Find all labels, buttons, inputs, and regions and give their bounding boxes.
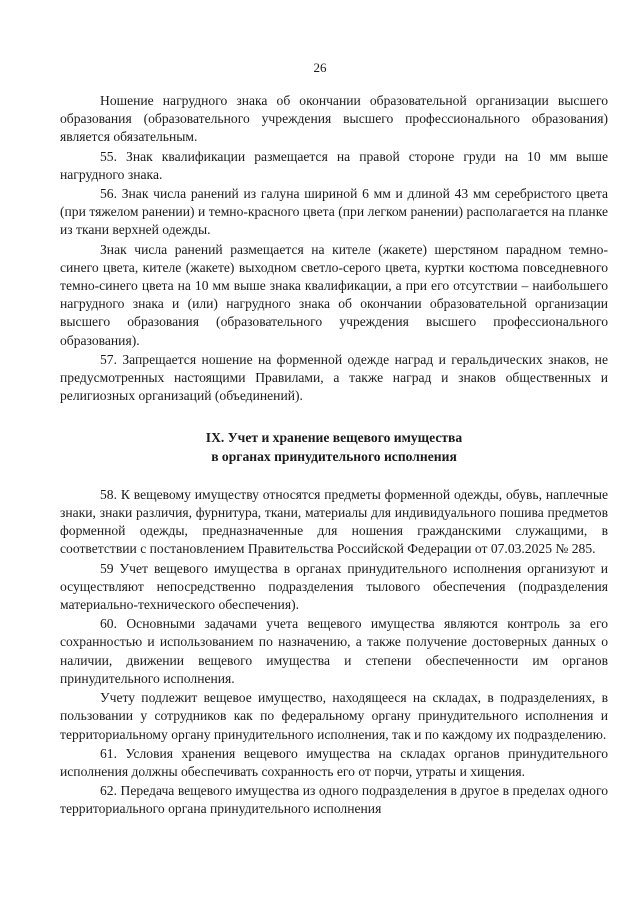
paragraph: 62. Передача вещевого имущества из одного подразделения в другое в пределах одного территориального органа принудительного исполнения [60,783,608,817]
section-heading [60,429,608,465]
section-heading-line-1: IX. Учет и хранение вещевого имущества [205,430,463,446]
paragraph: 58. К вещевому имуществу относятся предметы форменной одежды, обувь, наплечные знаки, знаки различия, фурнитура, ткани, материалы для индивидуального пошива предметов форменной одежды, предназначенные для ношения гражданскими служащими, в соответствии с постановлением Правительства Российской Федерации от 07.03.2025 № 285. [60,486,608,557]
page-number: 26 [313,60,327,75]
paragraph: 61. Условия хранения вещевого имущества на складах органов принудительного исполнения должны обеспечивать сохранность его от порчи, утраты и хищения. [60,745,608,779]
paragraph: 56. Знак числа ранений из галуна шириной 6 мм и длиной 43 мм серебристого цвета (при тяжелом ранении) и темно-красного цвета (при легком ранении) располагается на планке из ткани верхней одежды. [60,186,608,238]
document-body [60,92,608,819]
paragraph: 59 Учет вещевого имущества в органах принудительного исполнения организуют и осуществляют непосредственно подразделения тылового обеспечения (подразделения материально-технического обеспечения). [60,560,608,613]
paragraph: Учету подлежит вещевое имущество, находящееся на складах, в подразделениях, в пользовании у сотрудников как по федеральному органу принудительного исполнения и территориальному органу принудительного исполнения, так и по каждому их подразделению. [60,690,608,742]
paragraph: 55. Знак квалификации размещается на правой стороне груди на 10 мм выше нагрудного знака. [60,148,608,182]
paragraph: Знак числа ранений размещается на кителе (жакете) шерстяном парадном темно-синего цвета, кителе (жакете) выходном светло-серого цвета, куртки костюма повседневного темно-синего цвета на 10 мм выше знака квалификации, а при его отсутствии – наибольшего нагрудного знака и (или) нагрудного знака об окончании образовательной организации высшего образования (образовательного учреждения высшего профессионального образования). [60,241,608,348]
paragraph: 57. Запрещается ношение на форменной одежде наград и геральдических знаков, не предусмотренных настоящими Правилами, а также наград и знаков общественных и религиозных организаций (объединений). [60,351,608,404]
section-heading-line-2: в органах принудительного исполнения [211,448,457,464]
paragraph: 60. Основными задачами учета вещевого имущества являются контроль за его сохранностью и использованием по назначению, а также получение достоверных данных о наличии, движении вещевого имущества и степени обеспеченности им органов принудительного исполнения. [60,616,608,686]
paragraph: Ношение нагрудного знака об окончании образовательной организации высшего образования (образовательного учреждения высшего профессионального образования) является обязательным. [60,93,608,145]
